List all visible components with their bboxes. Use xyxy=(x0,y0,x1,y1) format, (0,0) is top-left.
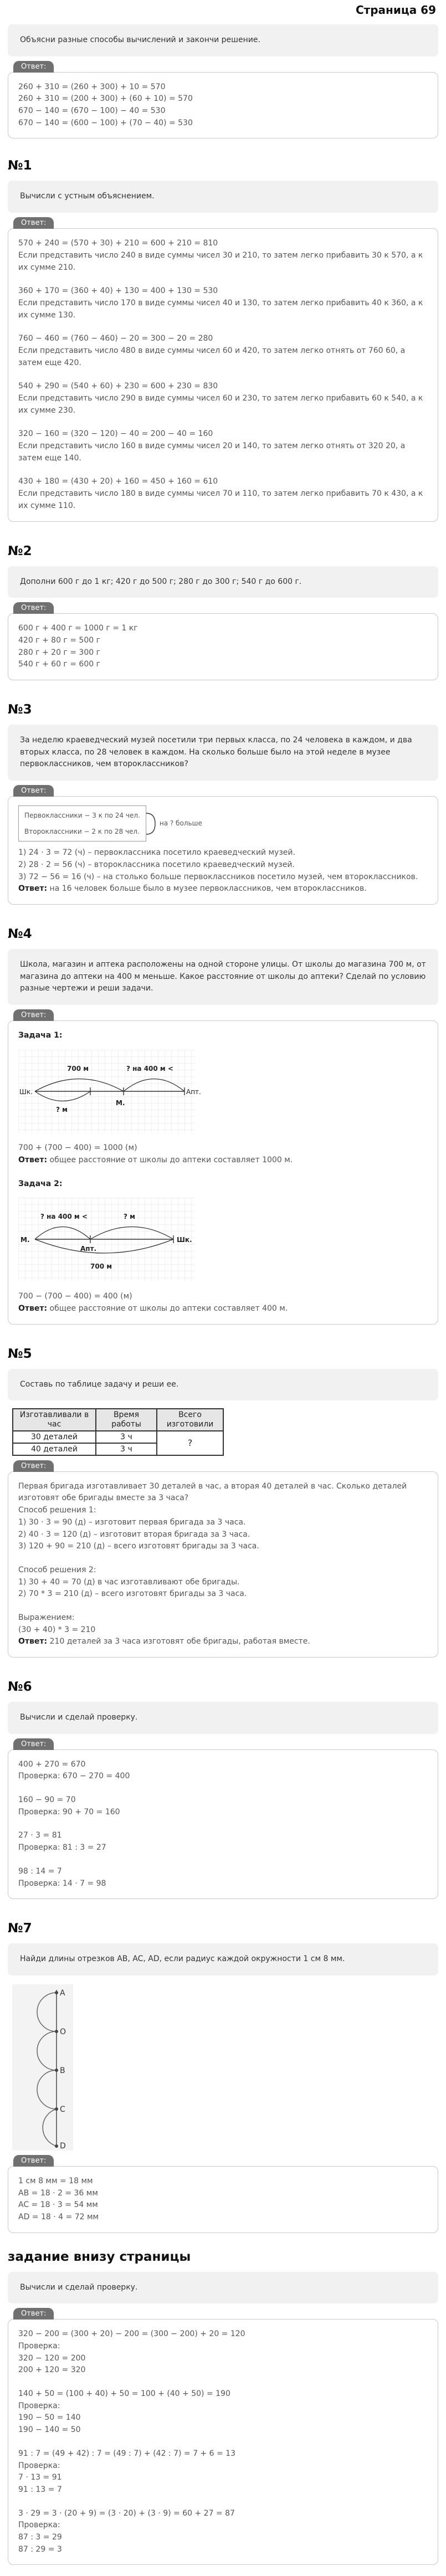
answer-line: Способ решения 2: xyxy=(18,1565,96,1574)
answer-line: 87 : 3 = 29 xyxy=(18,2532,62,2542)
task-prompt: За неделю краеведческий музей посетили три первых класса, по 24 человека в каждом, и два вторых класса, по 28 человек в каждом. На сколько больше было на этой неделе в музее первоклассников, чем второклассников? xyxy=(8,725,438,781)
subtask-title: Задача 1: xyxy=(18,1031,63,1040)
point-label: Шк. xyxy=(177,1236,192,1244)
answer-line: Проверка: 90 + 70 = 160 xyxy=(18,1807,120,1816)
answer-body xyxy=(8,796,438,905)
point-label: D xyxy=(60,2141,66,2151)
answer-line: 1) 30 · 3 = 90 (д) – изготовит первая бригада за 3 часа. xyxy=(18,1517,246,1527)
dist-label: ? на 400 м < xyxy=(40,1213,88,1221)
answer-line xyxy=(18,1600,428,1612)
answer-line: Если представить число 290 в виде суммы чисел 60 и 230, то затем легко прибавить 60 к 540, а к их сумме 230. xyxy=(18,394,423,415)
point-label: Апт. xyxy=(186,1087,201,1096)
task-heading: №1 xyxy=(8,158,32,173)
task-1 xyxy=(8,158,438,521)
brace-icon xyxy=(145,811,158,837)
answer-line: Выражением: xyxy=(18,1613,75,1622)
answer-line: 570 + 240 = (570 + 30) + 210 = 600 + 210 = 810 xyxy=(18,239,218,248)
answer-line: 360 + 170 = (360 + 40) + 130 = 400 + 130 = 530 xyxy=(18,286,218,296)
subtask-title: Задача 2: xyxy=(18,1179,63,1188)
point-label: М. xyxy=(116,1099,125,1107)
answer-line: 2) 40 · 3 = 120 (д) – изготовит вторая бригада за 3 часа. xyxy=(18,1530,250,1539)
answer-line: Проверка: xyxy=(18,2401,60,2410)
answer-line: 200 + 120 = 320 xyxy=(18,2365,86,2375)
dist-label: ? м xyxy=(56,1105,68,1113)
answer-line: 670 − 140 = (670 − 100) − 40 = 530 xyxy=(18,106,166,116)
point-label: A xyxy=(60,1988,65,1998)
answer-tab: Ответ: xyxy=(13,2308,54,2320)
answer-line: Если представить число 240 в виде суммы чисел 30 и 210, то затем легко прибавить 30 к 570, а к их сумме 210. xyxy=(18,250,423,272)
answer-line: 1 см 8 мм = 18 мм xyxy=(18,2176,93,2185)
task-4 xyxy=(8,927,438,1325)
answer-line: AC = 18 · 3 = 54 мм xyxy=(18,2200,98,2210)
answer-card xyxy=(8,1461,438,1658)
answer-line: Способ решения 1: xyxy=(18,1506,96,1515)
answer-line xyxy=(18,1818,428,1830)
answer-label: Ответ: xyxy=(18,1304,48,1313)
answer-label: Ответ: xyxy=(18,1637,48,1646)
answer-line: 700 − (700 − 400) = 400 (м) xyxy=(18,1292,132,1301)
task-heading: №3 xyxy=(8,702,32,717)
answer-line: 260 + 310 = (200 + 300) + (60 + 10) = 570 xyxy=(18,94,193,104)
answer-body xyxy=(8,1020,438,1325)
note-side: на ? больше xyxy=(159,819,202,828)
answer-card xyxy=(8,219,438,521)
answer-body xyxy=(8,228,438,521)
table-cell: 3 ч xyxy=(96,1443,157,1455)
answer-line: 320 − 120 = 200 xyxy=(18,2353,86,2363)
table-cell: 3 ч xyxy=(96,1431,157,1443)
answer-tab: Ответ: xyxy=(13,602,54,614)
answer-card xyxy=(8,2310,438,2565)
table-header: Всего изготовили xyxy=(157,1409,223,1431)
point-label: C xyxy=(60,2105,65,2114)
answer-card xyxy=(8,604,438,680)
answer-line: 91 : 13 = 7 xyxy=(18,2485,62,2494)
task-prompt: Составь по таблице задачу и реши ее. xyxy=(8,1369,438,1401)
answer-tab: Ответ: xyxy=(13,1738,54,1750)
task-prompt: Дополни 600 г до 1 кг; 420 г до 500 г; 280 г до 300 г; 540 г до 600 г. xyxy=(8,566,438,598)
answer-tab: Ответ: xyxy=(13,1009,54,1021)
task-heading: №4 xyxy=(8,926,32,941)
distance-diagram-2 xyxy=(18,1198,196,1281)
dist-label: ? на 400 м < xyxy=(126,1064,173,1073)
note-line: Первоклассники − 3 к по 24 чел. xyxy=(24,812,140,819)
answer-text: общее расстояние от школы до аптеки составляет 1000 м. xyxy=(47,1156,293,1165)
answer-line: Проверка: xyxy=(18,2521,60,2530)
answer-line: 190 − 140 = 50 xyxy=(18,2425,81,2435)
answer-line: 160 − 90 = 70 xyxy=(18,1795,76,1805)
answer-card xyxy=(8,62,438,139)
answer-body xyxy=(8,2166,438,2233)
task-heading: №5 xyxy=(8,1346,32,1361)
answer-line: 540 г + 60 г = 600 г xyxy=(18,660,100,669)
point-label: Шк. xyxy=(19,1087,33,1096)
answer-line: 600 г + 400 г = 1000 г = 1 кг xyxy=(18,624,138,633)
answer-body xyxy=(8,2319,438,2565)
answer-line: 1) 24 · 3 = 72 (ч) – первоклассника посетило краеведческий музей. xyxy=(18,848,295,858)
answer-line: Если представить число 160 в виде суммы чисел 20 и 140, то затем легко отнять от 320 20, а затем еще 140. xyxy=(18,442,406,463)
dist-label: 700 м xyxy=(90,1263,112,1271)
answer-line: 2) 28 · 2 = 56 (ч) – второклассника посетило краеведческий музей. xyxy=(18,860,295,869)
answer-card xyxy=(8,1739,438,1900)
bottom-task xyxy=(8,2250,438,2565)
distance-diagram-1 xyxy=(18,1050,201,1133)
answer-line: 670 − 140 = (600 − 100) + (70 − 40) = 530 xyxy=(18,118,193,127)
answer-line xyxy=(18,1553,428,1564)
answer-tab: Ответ: xyxy=(13,217,54,229)
dist-label: 700 м xyxy=(67,1064,89,1073)
answer-line xyxy=(18,1154,428,1167)
answer-line: Проверка: xyxy=(18,2342,60,2351)
task-prompt: Объясни разные способы вычислений и закончи решение. xyxy=(8,24,438,57)
answer-line: 3 · 29 = 3 · (20 + 9) = (3 · 20) + (3 · 9) = 60 + 27 = 87 xyxy=(18,2508,235,2518)
answer-line: (30 + 40) * 3 = 210 xyxy=(18,1625,96,1634)
answer-line: 760 − 460 = (760 − 460) − 20 = 300 − 20 = 280 xyxy=(18,334,213,343)
answer-tab: Ответ: xyxy=(13,1460,54,1472)
answer-line: 98 : 14 = 7 xyxy=(18,1866,62,1876)
answer-line: 3) 72 − 56 = 16 (ч) – на столько больше первоклассников посетило музей, чем второклассников. xyxy=(18,872,418,881)
answer-line: Если представить число 480 в виде суммы чисел 60 и 420, то затем легко отнять от 760 60, а затем еще 420. xyxy=(18,346,406,367)
answer-line: 430 + 180 = (430 + 20) + 160 = 450 + 160 = 610 xyxy=(18,477,218,486)
answer-line xyxy=(18,2377,428,2388)
answer-line: 190 − 50 = 140 xyxy=(18,2413,81,2423)
point-label: М. xyxy=(20,1236,30,1244)
task-heading: №6 xyxy=(8,1680,32,1695)
answer-line: Если представить число 170 в виде суммы чисел 40 и 130, то затем легко прибавить 40 к 360, а к их сумме 130. xyxy=(18,298,423,320)
point-label: O xyxy=(60,2027,66,2036)
answer-line: 420 г + 80 г = 500 г xyxy=(18,635,100,645)
answer-line: AD = 18 · 4 = 72 мм xyxy=(18,2212,99,2221)
table-cell: ? xyxy=(157,1431,223,1455)
table-header: Изготавливали в час xyxy=(13,1409,96,1431)
task-heading: задание внизу страницы xyxy=(8,2249,191,2264)
task-prompt: Найди длины отрезков AB, AC, AD, если радиус каждой окружности 1 см 8 мм. xyxy=(8,1943,438,1975)
answer-line xyxy=(18,1303,428,1315)
circles-diagram xyxy=(12,1984,73,2151)
task-prompt: Вычисли с устным объяснением. xyxy=(8,181,438,213)
page-title: Страница 69 xyxy=(355,3,436,17)
answer-text: на 16 человек больше было в музее первоклассников, чем второклассников. xyxy=(47,884,367,894)
answer-text: 210 деталей за 3 часа изготовят обе бригады, работая вместе. xyxy=(47,1637,310,1646)
table-cell: 40 деталей xyxy=(13,1443,96,1455)
answer-line: Проверка: 81 : 3 = 27 xyxy=(18,1843,106,1853)
answer-line: 140 + 50 = (100 + 40) + 50 = 100 + (40 + 50) = 190 xyxy=(18,2389,230,2399)
answer-body xyxy=(8,1749,438,1900)
answer-text: общее расстояние от школы до аптеки составляет 400 м. xyxy=(47,1304,288,1313)
answer-line xyxy=(18,883,428,895)
answer-line: 3) 120 + 90 = 210 (д) – всего изготовят бригады за 3 часа. xyxy=(18,1542,259,1551)
answer-body xyxy=(8,72,438,139)
point-label: Апт. xyxy=(80,1245,97,1253)
answer-line: Проверка: xyxy=(18,2461,60,2470)
answer-line: Если представить число 180 в виде суммы чисел 70 и 110, то затем легко прибавить 70 к 430, а к их сумме 110. xyxy=(18,489,423,510)
task-prompt: Школа, магазин и аптека расположены на одной стороне улицы. От школы до магазина 700 м, от магазина до аптеки на 400 м меньше. Какое расстояние от школы до аптеки? Сделай по условию разные чертежи и реши задачи. xyxy=(8,949,438,1005)
answer-line: 87 : 29 = 3 xyxy=(18,2544,62,2554)
answer-body xyxy=(8,1471,438,1658)
answer-line xyxy=(18,1783,428,1794)
answer-line: 540 + 290 = (540 + 60) + 230 = 600 + 230 = 830 xyxy=(18,382,218,391)
note-line: Второклассники − 2 к по 28 чел. xyxy=(24,827,140,835)
answer-body xyxy=(8,613,438,680)
answer-line: 1) 30 + 40 = 70 (д) в час изготавливают обе бригады. xyxy=(18,1577,240,1587)
task-5 xyxy=(8,1347,438,1658)
answer-line: 7 · 13 = 91 xyxy=(18,2473,62,2482)
data-table xyxy=(12,1408,224,1456)
task-prompt: Вычисли и сделай проверку. xyxy=(8,2272,438,2304)
task-7 xyxy=(8,1921,438,2233)
answer-card xyxy=(8,1011,438,1325)
answer-label: Ответ: xyxy=(18,1156,48,1165)
point-label: B xyxy=(60,2066,65,2075)
answer-line: Проверка: 670 − 270 = 400 xyxy=(18,1772,130,1781)
answer-line: Проверка: 14 · 7 = 98 xyxy=(18,1879,106,1888)
task-2 xyxy=(8,544,438,680)
intro-task xyxy=(8,24,438,138)
answer-line xyxy=(18,2436,428,2448)
answer-card xyxy=(8,787,438,905)
condition-note xyxy=(18,805,428,841)
answer-line: 400 + 270 = 670 xyxy=(18,1759,86,1769)
note-box xyxy=(18,805,146,841)
answer-line: 320 − 160 = (320 − 120) − 40 = 200 − 40 = 160 xyxy=(18,429,213,439)
table-cell: 30 деталей xyxy=(13,1431,96,1443)
answer-line: 91 : 7 = (49 + 42) : 7 = (49 : 7) + (42 : 7) = 7 + 6 = 13 xyxy=(18,2449,235,2458)
answer-line xyxy=(18,2496,428,2508)
answer-line xyxy=(18,1854,428,1866)
table-header: Время работы xyxy=(96,1409,157,1431)
dist-label: ? м xyxy=(124,1213,135,1221)
answer-tab: Ответ: xyxy=(13,2155,54,2167)
answer-line: 260 + 310 = (260 + 300) + 10 = 570 xyxy=(18,82,166,91)
task-heading: №2 xyxy=(8,543,32,558)
answer-line: Первая бригада изготавливает 30 деталей в час, а вторая 40 деталей в час. Сколько деталей изготовят обе бригады вместе за 3 часа? xyxy=(18,1481,407,1503)
answer-line xyxy=(18,1636,428,1648)
answer-line: 320 − 200 = (300 + 20) − 200 = (300 − 200) + 20 = 120 xyxy=(18,2329,245,2339)
answer-card xyxy=(8,2156,438,2233)
answer-line: 2) 70 * 3 = 210 (д) – всего изготовят бригады за 3 часа. xyxy=(18,1589,247,1599)
answer-line: 280 г + 20 г = 300 г xyxy=(18,648,100,657)
answer-tab: Ответ: xyxy=(13,61,54,73)
task-prompt: Вычисли и сделай проверку. xyxy=(8,1702,438,1734)
answer-line: 27 · 3 = 81 xyxy=(18,1831,62,1840)
answer-label: Ответ: xyxy=(18,884,48,894)
task-6 xyxy=(8,1680,438,1899)
task-3 xyxy=(8,702,438,905)
answer-line: 700 + (700 − 400) = 1000 (м) xyxy=(18,1143,137,1153)
answer-line: AB = 18 · 2 = 36 мм xyxy=(18,2188,98,2198)
answer-tab: Ответ: xyxy=(13,785,54,797)
task-heading: №7 xyxy=(8,1921,32,1936)
